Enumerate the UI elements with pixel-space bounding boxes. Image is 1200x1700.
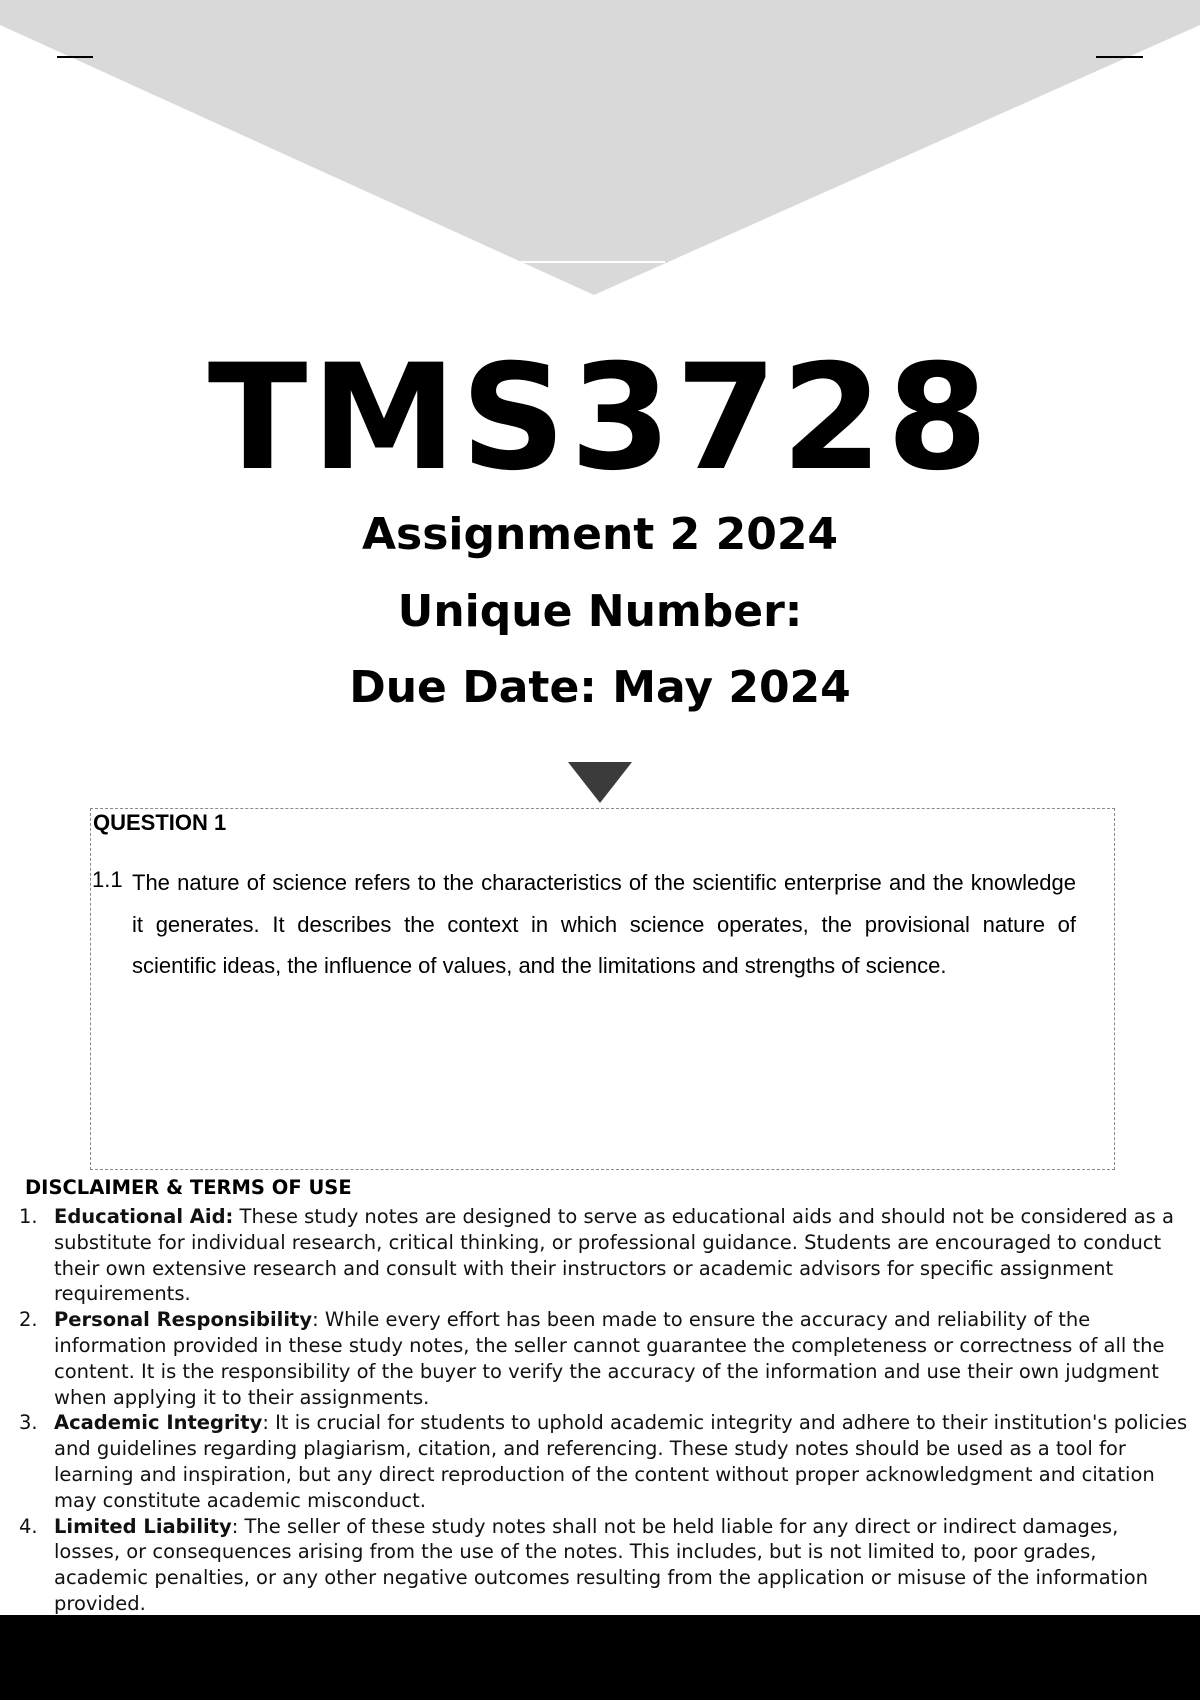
disclaimer-item-number: 1. (19, 1205, 38, 1228)
question-text: The nature of science refers to the characteristics of the scientific enterprise and the knowledge it generates. It describes the context in which science operates, the provisional nature of scientific ideas, the influence of values, and the limitations and strengths of science. (132, 870, 1076, 978)
disclaimer-item-text: : While every effort has been made to ensure the accuracy and reliability of the information provided in these study notes, the seller cannot guarantee the completeness or correctness of all the content. It is the responsibility of the buyer to verify the accuracy of the information and use their own judgment when applying it to their assignments. (54, 1308, 1165, 1409)
disclaimer-item-number: 4. (19, 1514, 38, 1538)
disclaimer-item (0, 1514, 1200, 1617)
assignment-heading: Assignment 2 2024 (361, 509, 839, 560)
disclaimer-list (0, 1204, 1200, 1617)
disclaimer-item-term: Personal Responsibility (54, 1308, 313, 1332)
footer-bar (0, 1615, 1200, 1700)
disclaimer-title: DISCLAIMER & TERMS OF USE (25, 1176, 352, 1199)
disclaimer-item-term: Educational Aid: (54, 1205, 234, 1228)
top-chevron-banner (0, 0, 1200, 300)
disclaimer-item (0, 1204, 1200, 1307)
disclaimer-item-term: Academic Integrity (54, 1411, 263, 1435)
unique-number-heading: Unique Number: (397, 586, 803, 637)
disclaimer-item-text: These study notes are designed to serve as educational aids and should not be considered as a substitute for individual research, critical thinking, or professional guidance. Students are encouraged to conduct their own extensive research and consult with their instructors or academic advisors for specific assignment requirements. (54, 1205, 1174, 1306)
down-pointer-icon (568, 762, 632, 803)
disclaimer-item-term: Limited Liability (54, 1514, 232, 1538)
disclaimer-item (0, 1307, 1200, 1410)
corner-rule-right (1096, 56, 1143, 58)
disclaimer-item-number: 2. (19, 1308, 38, 1332)
question-title: QUESTION 1 (93, 810, 227, 835)
disclaimer-item-text: : It is crucial for students to uphold academic integrity and adhere to their institution's policies and guidelines regarding plagiarism, citation, and referencing. These study notes should be used as a tool for learning and inspiration, but any direct reproduction of the content without proper acknowledgment and citation may constitute academic misconduct. (54, 1411, 1188, 1512)
course-code-title: TMS3728 (207, 333, 993, 503)
disclaimer-item-number: 3. (19, 1411, 38, 1435)
corner-rule-left (57, 56, 93, 58)
due-date-heading: Due Date: May 2024 (349, 662, 851, 713)
question-number: 1.1 (92, 867, 123, 892)
disclaimer-item (0, 1410, 1200, 1513)
disclaimer-item-text: : The seller of these study notes shall not be held liable for any direct or indirect damages, losses, or consequences arising from the use of the notes. This includes, but is not limited to, poor grades, academic penalties, or any other negative outcomes resulting from the application or misuse of the information provided. (54, 1514, 1149, 1615)
